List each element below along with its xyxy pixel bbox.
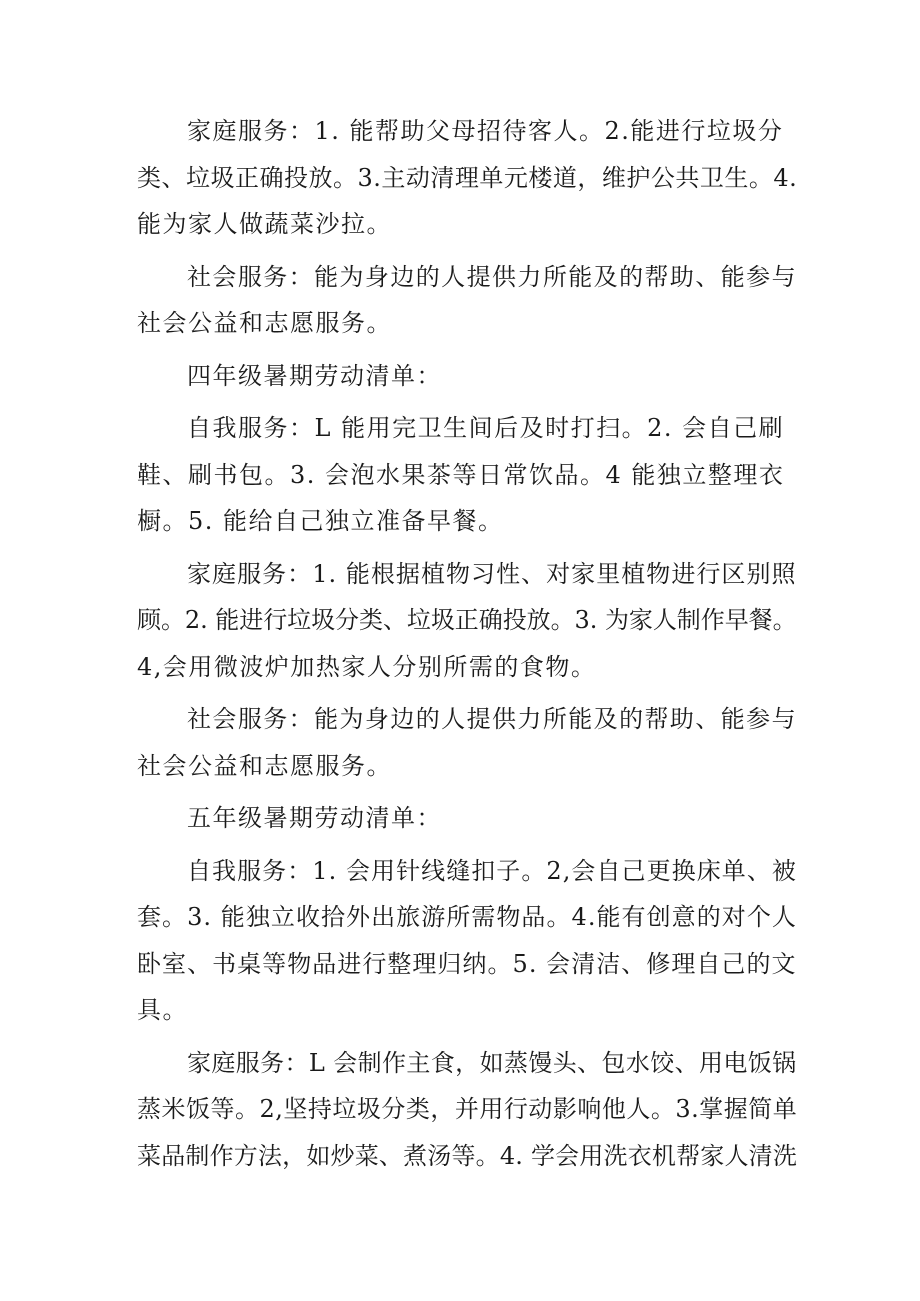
text-line: 五年级暑期劳动清单： [187, 804, 442, 832]
paragraph [137, 1040, 797, 1180]
text-line: 家庭服务：1. 能帮助父母招待客人。2.能进行垃圾分 [187, 117, 784, 145]
text-line: 套。3. 能独立收拾外出旅游所需物品。4.能有创意的对个人 [137, 903, 797, 931]
text-line: 类、垃圾正确投放。3.主动清理单元楼道，维护公共卫生。4. [137, 163, 798, 192]
text-line: 能为家人做蔬菜沙拉。 [137, 210, 392, 238]
text-line: 菜品制作方法，如炒菜、煮汤等。4. 学会用洗衣机帮家人清洗 [137, 1141, 798, 1170]
text-line: 社会公益和志愿服务。 [137, 751, 392, 780]
text-line: 家庭服务：1. 能根据植物习性、对家里植物进行区别照 [187, 559, 797, 588]
text-line: 社会公益和志愿服务。 [137, 309, 392, 337]
text-line: 自我服务：1. 会用针线缝扣子。2,会自己更换床单、被 [187, 856, 797, 885]
text-line: 社会服务：能为身边的人提供力所能及的帮助、能参与 [187, 262, 797, 291]
text-line: 四年级暑期劳动清单： [187, 361, 442, 390]
text-line: 4,会用微波炉加热家人分别所需的食物。 [137, 652, 597, 681]
text-line: 鞋、刷书包。3. 会泡水果茶等日常饮品。4 能独立整理衣 [137, 460, 785, 489]
text-line: 橱。5. 能给自己独立准备早餐。 [137, 507, 504, 535]
text-line: 家庭服务：L 会制作主食，如蒸馒头、包水饺、用电饭锅 [187, 1048, 797, 1077]
paragraph [137, 795, 797, 842]
text-line: 社会服务：能为身边的人提供力所能及的帮助、能参与 [187, 705, 797, 733]
text-line: 卧室、书桌等物品进行整理归纳。5. 会清洁、修理自己的文 [137, 949, 797, 978]
paragraph [137, 551, 797, 691]
text-line: 顾。2. 能进行垃圾分类、垃圾正确投放。3. 为家人制作早餐。 [137, 606, 797, 634]
text-line: 自我服务：L 能用完卫生间后及时打扫。2. 会自己刷 [187, 414, 785, 442]
text-line: 具。 [137, 996, 188, 1024]
document-body [137, 108, 797, 1185]
paragraph [137, 108, 797, 248]
paragraph [137, 696, 797, 789]
paragraph [137, 254, 797, 347]
paragraph [137, 848, 797, 1034]
paragraph [137, 405, 797, 545]
paragraph [137, 353, 797, 400]
text-line: 蒸米饭等。2,坚持垃圾分类，并用行动影响他人。3.掌握简单 [137, 1095, 798, 1123]
